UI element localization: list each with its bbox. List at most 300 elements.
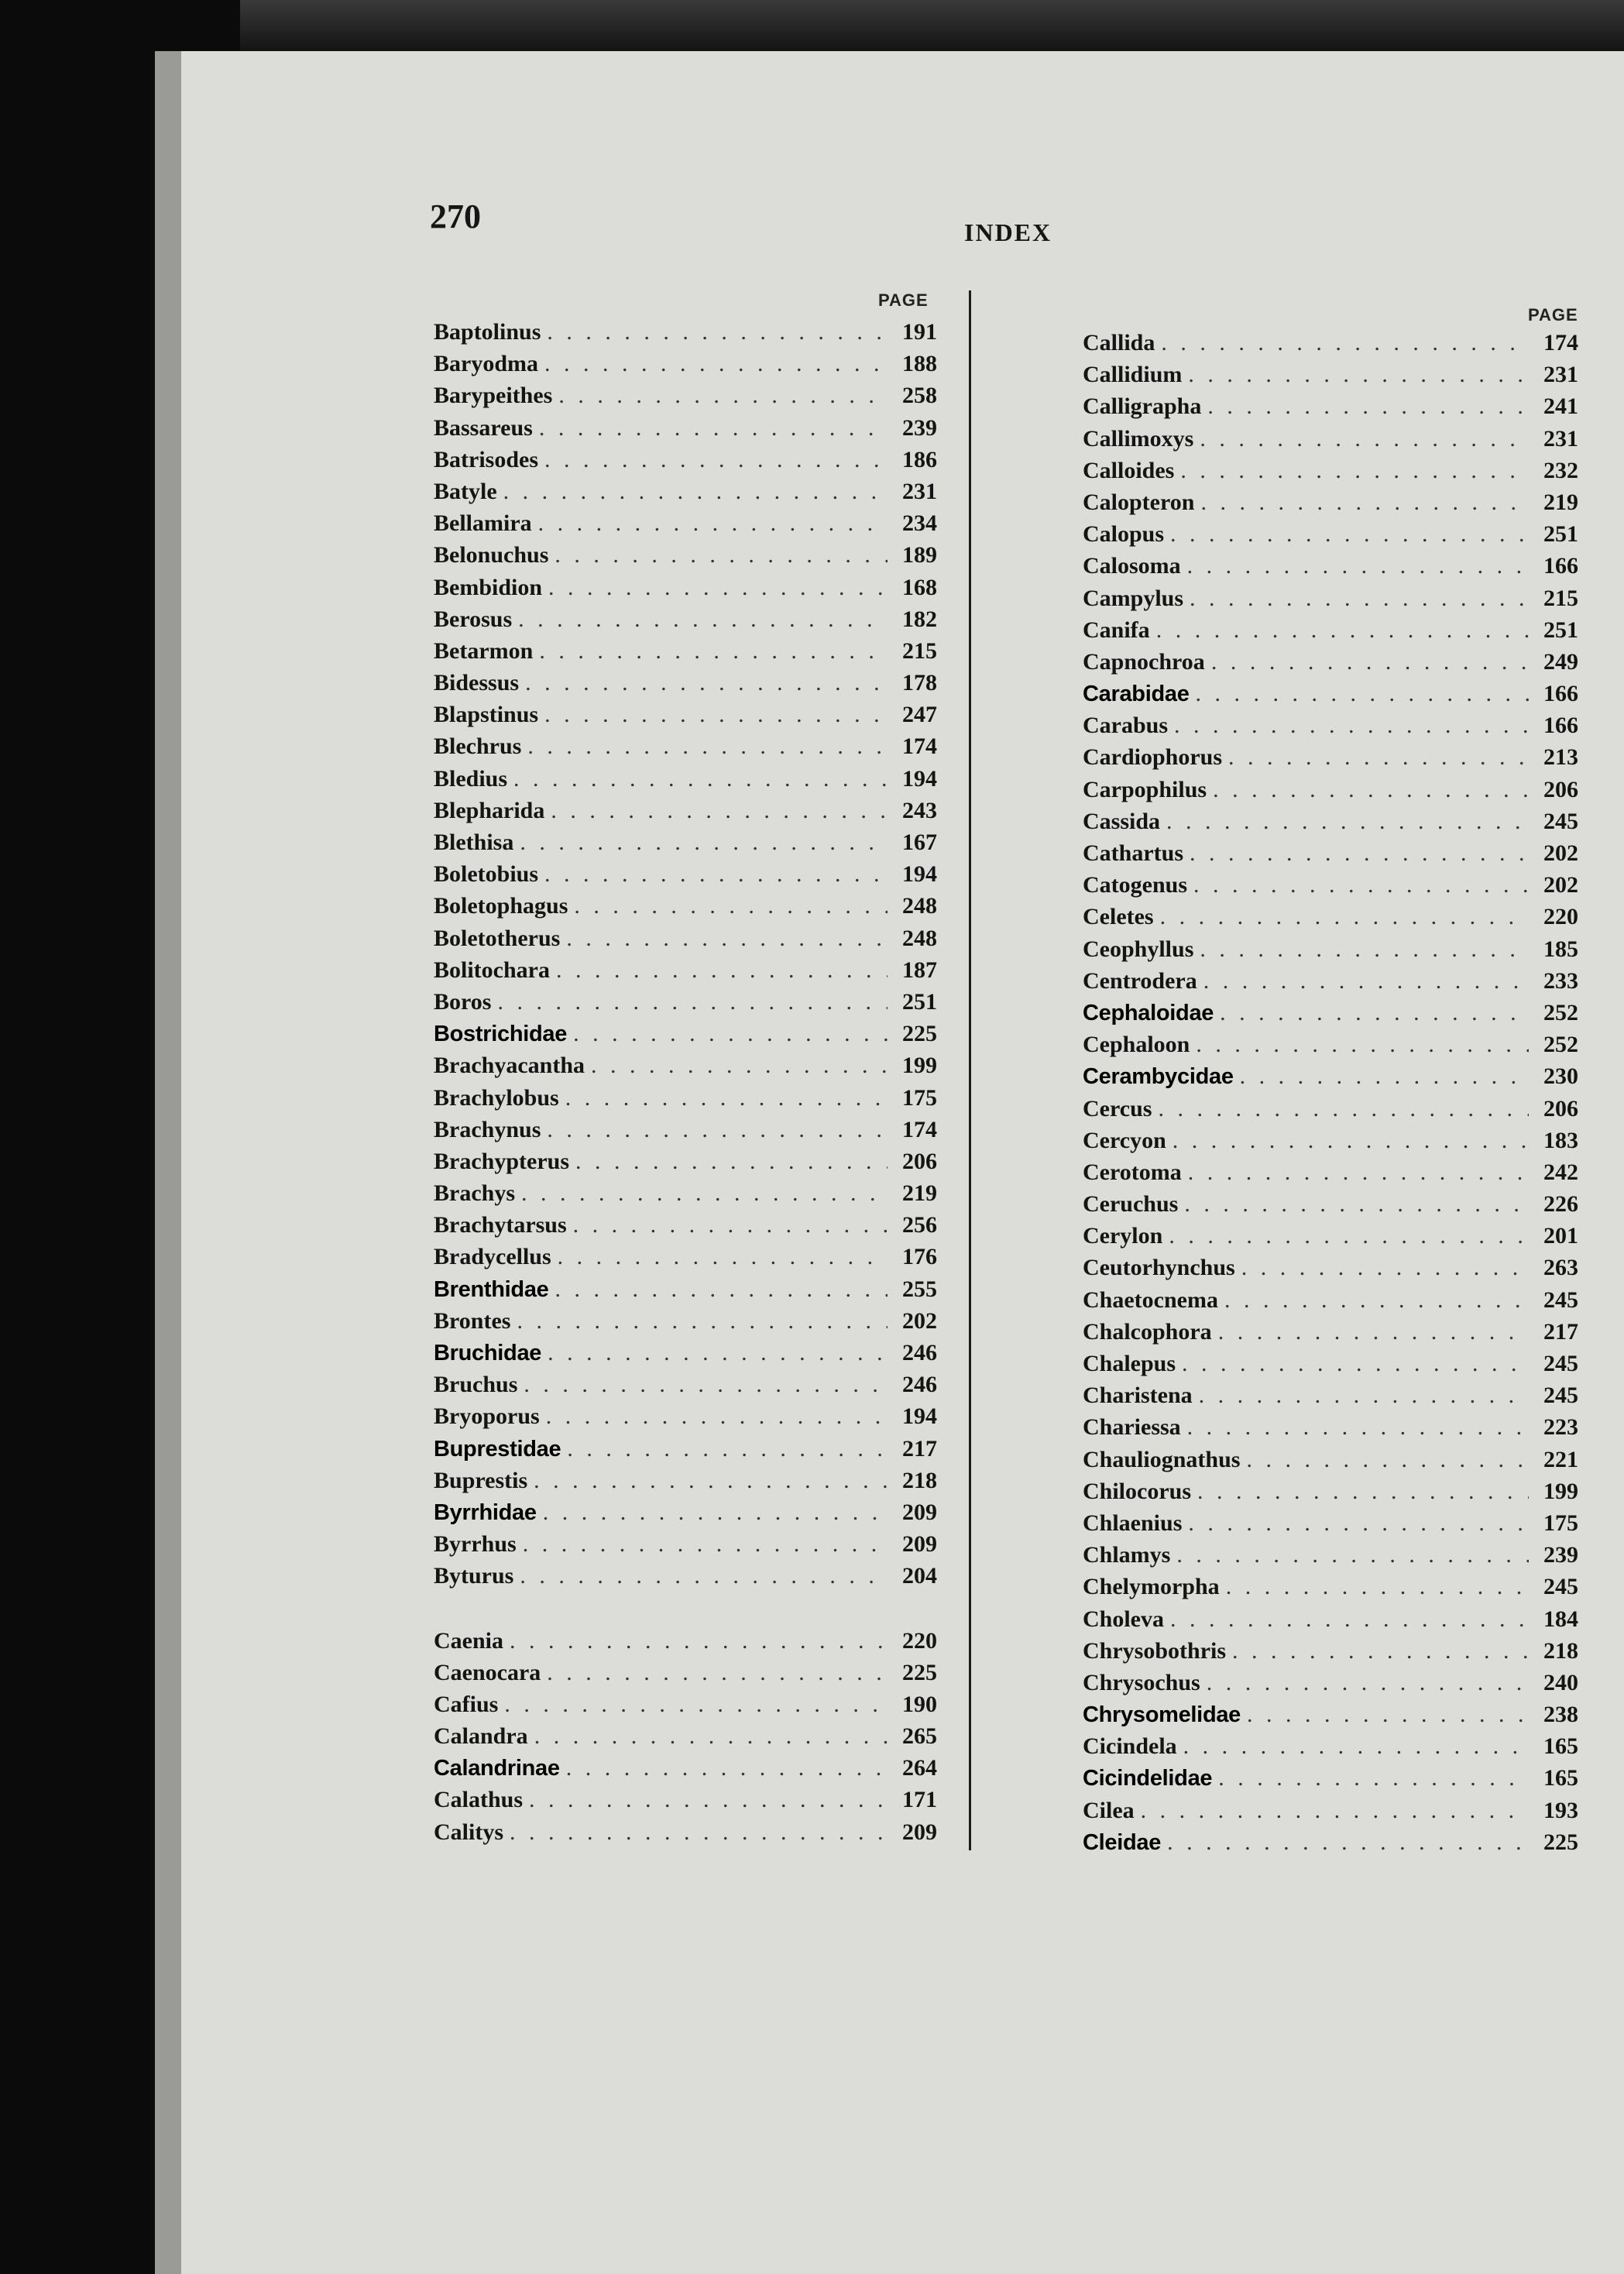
genus-name: Cilea: [1083, 1797, 1135, 1823]
page-reference: 231: [1543, 425, 1578, 452]
genus-name: Caenocara: [434, 1659, 541, 1685]
page-reference: 175: [902, 1084, 937, 1111]
index-entry: [1083, 359, 1578, 390]
page-reference: 230: [1543, 1063, 1578, 1090]
page-reference: 251: [1543, 617, 1578, 643]
dot-leader: [1158, 1093, 1529, 1125]
genus-name: Cercyon: [1083, 1127, 1166, 1153]
dot-leader: [1184, 1188, 1529, 1220]
page-reference: 239: [1543, 1542, 1578, 1568]
genus-name: Carpophilus: [1083, 776, 1207, 802]
index-entry: [434, 858, 937, 890]
index-entry: [434, 1241, 937, 1273]
index-entry: [434, 1720, 937, 1752]
genus-name: Boletotherus: [434, 925, 561, 951]
index-entry: [1083, 774, 1578, 806]
index-entry: [434, 795, 937, 826]
genus-name: Callidium: [1083, 362, 1183, 388]
genus-name: Barypeithes: [434, 383, 553, 409]
dot-leader: [547, 1657, 888, 1688]
index-entry: [434, 1496, 937, 1528]
index-entry: [1083, 741, 1578, 773]
page-reference: 233: [1543, 967, 1578, 994]
dot-leader: [566, 922, 888, 954]
page-column-label-right: PAGE: [1528, 305, 1578, 325]
index-entry: [1083, 709, 1578, 741]
index-entry: [434, 1688, 937, 1720]
page-reference: 217: [1543, 1318, 1578, 1345]
genus-name: Chalcophora: [1083, 1318, 1212, 1345]
genus-name: Cercus: [1083, 1095, 1152, 1122]
index-entry: [1083, 1060, 1578, 1092]
index-entry: [1083, 1475, 1578, 1507]
dot-leader: [1188, 1156, 1529, 1188]
dot-leader: [544, 348, 888, 380]
genus-name: Bradycellus: [434, 1244, 551, 1270]
dot-leader: [566, 1752, 888, 1784]
genus-name: Ceophyllus: [1083, 936, 1194, 962]
dot-leader: [510, 1625, 888, 1657]
genus-name: Cerotoma: [1083, 1159, 1182, 1185]
dot-leader: [1199, 1379, 1529, 1411]
dot-leader: [544, 858, 888, 890]
index-entry: [1083, 1411, 1578, 1443]
page-reference: 182: [902, 606, 937, 632]
dot-leader: [547, 1114, 888, 1146]
dot-leader: [1207, 1667, 1529, 1699]
index-entry: [434, 1400, 937, 1432]
page-reference: 194: [902, 861, 937, 888]
dot-leader: [504, 1688, 888, 1720]
index-entry: [1083, 1826, 1578, 1858]
page-reference: 189: [902, 542, 937, 568]
dot-leader: [547, 316, 888, 348]
index-entry: [1083, 965, 1578, 997]
dot-leader: [1190, 837, 1529, 869]
index-entry: [434, 380, 937, 411]
index-entry: [434, 954, 937, 986]
page-reference: 225: [902, 1659, 937, 1685]
genus-name: Callimoxys: [1083, 425, 1194, 452]
genus-name: Centrodera: [1083, 967, 1197, 994]
dot-leader: [558, 380, 888, 411]
column-divider: [969, 290, 971, 1850]
page-reference: 221: [1543, 1446, 1578, 1472]
scan-top-edge: [240, 0, 1624, 54]
genus-name: Belonuchus: [434, 542, 549, 568]
dot-leader: [503, 476, 888, 507]
index-entry: [434, 1177, 937, 1209]
index-entry: [434, 1752, 937, 1784]
genus-name: Canifa: [1083, 617, 1150, 643]
index-entry: [434, 1816, 937, 1848]
index-entry: [1083, 1571, 1578, 1602]
genus-name: Batyle: [434, 478, 497, 504]
page-reference: 217: [902, 1435, 937, 1462]
page-reference: 183: [1543, 1127, 1578, 1153]
dot-leader: [1200, 423, 1529, 455]
dot-leader: [1180, 455, 1529, 486]
index-entry: [1083, 423, 1578, 455]
page-reference: 218: [902, 1467, 937, 1493]
dot-leader: [1173, 1125, 1529, 1156]
page-reference: 258: [902, 383, 937, 409]
page-reference: 194: [902, 1403, 937, 1430]
dot-leader: [554, 539, 888, 571]
genus-name: Bassareus: [434, 414, 533, 441]
dot-leader: [1160, 901, 1529, 933]
index-entry: [434, 1273, 937, 1305]
dot-leader: [1176, 1539, 1529, 1571]
index-entry: [1083, 518, 1578, 550]
dot-leader: [548, 572, 888, 603]
page-reference: 243: [902, 797, 937, 823]
index-entry: [1083, 1699, 1578, 1730]
genus-name: Callida: [1083, 330, 1155, 356]
index-entry: [434, 316, 937, 348]
genus-name: Calloides: [1083, 457, 1175, 483]
index-entry: [434, 1528, 937, 1560]
dot-leader: [1224, 1284, 1529, 1316]
family-name: Brenthidae: [434, 1276, 549, 1302]
index-entry: [1083, 869, 1578, 901]
dot-leader: [1156, 614, 1529, 646]
genus-name: Cerylon: [1083, 1223, 1163, 1249]
index-entry: [434, 1657, 937, 1688]
dot-leader: [534, 1720, 888, 1752]
page-reference: 245: [1543, 1383, 1578, 1409]
page-reference: 199: [902, 1053, 937, 1079]
page-reference: 238: [1543, 1702, 1578, 1728]
dot-leader: [575, 1146, 888, 1177]
dot-leader: [510, 1816, 888, 1848]
index-entry: [434, 667, 937, 699]
index-entry: [1083, 646, 1578, 678]
family-name: Cicindelidae: [1083, 1766, 1213, 1791]
page-reference: 206: [1543, 1095, 1578, 1122]
dot-leader: [524, 1369, 888, 1400]
page-reference: 166: [1543, 713, 1578, 739]
genus-name: Brachys: [434, 1180, 515, 1207]
dot-leader: [1200, 486, 1529, 518]
family-name: Cleidae: [1083, 1829, 1162, 1855]
dot-leader: [1166, 806, 1529, 837]
dot-leader: [1240, 1060, 1529, 1092]
dot-leader: [1200, 933, 1529, 965]
page-reference: 206: [1543, 776, 1578, 802]
dot-leader: [573, 1209, 888, 1241]
index-entry: [1083, 614, 1578, 646]
dot-leader: [1167, 1826, 1529, 1858]
index-entry: [1083, 1762, 1578, 1794]
dot-leader: [1190, 582, 1529, 614]
page-reference: 246: [902, 1340, 937, 1365]
page-reference: 174: [902, 733, 937, 760]
dot-leader: [538, 507, 888, 539]
dot-leader: [1228, 741, 1529, 773]
genus-name: Ceruchus: [1083, 1191, 1179, 1218]
dot-leader: [573, 1018, 888, 1049]
page-reference: 220: [902, 1627, 937, 1654]
family-name: Chrysomelidae: [1083, 1702, 1241, 1728]
index-entry: [1083, 837, 1578, 869]
dot-leader: [1188, 1507, 1529, 1539]
page-reference: 165: [1543, 1765, 1578, 1791]
page-reference: 209: [902, 1819, 937, 1845]
dot-leader: [554, 1273, 888, 1305]
page-reference: 188: [902, 351, 937, 377]
dot-leader: [1174, 709, 1529, 741]
genus-name: Celetes: [1083, 904, 1154, 930]
genus-name: Calitys: [434, 1819, 503, 1845]
index-entry: [1083, 1603, 1578, 1635]
genus-name: Charistena: [1083, 1383, 1193, 1409]
page-reference: 225: [1543, 1829, 1578, 1855]
index-entry: [1083, 486, 1578, 518]
page-reference: 215: [1543, 585, 1578, 611]
page-reference: 209: [902, 1499, 937, 1525]
page-reference: 226: [1543, 1191, 1578, 1218]
genus-name: Caenia: [434, 1627, 503, 1654]
index-entry: [1083, 1284, 1578, 1316]
genus-name: Chlamys: [1083, 1542, 1171, 1568]
index-entry: [434, 412, 937, 444]
index-entry: [434, 635, 937, 667]
genus-name: Chilocorus: [1083, 1478, 1192, 1504]
genus-name: Capnochroa: [1083, 648, 1205, 675]
index-entry: [434, 730, 937, 762]
page-reference: 194: [902, 765, 937, 792]
page-reference: 245: [1543, 1574, 1578, 1600]
index-entry: [434, 1082, 937, 1114]
dot-leader: [520, 1560, 888, 1592]
index-entry: [434, 603, 937, 635]
page-reference: 263: [1543, 1255, 1578, 1281]
index-entry: [434, 826, 937, 858]
family-name: Bostrichidae: [434, 1022, 568, 1047]
genus-name: Cafius: [434, 1691, 499, 1717]
index-entry: [434, 1784, 937, 1815]
page-reference: 231: [902, 478, 937, 504]
index-entry: [1083, 1539, 1578, 1571]
genus-name: Chariessa: [1083, 1414, 1181, 1441]
page-reference: 171: [902, 1787, 937, 1813]
dot-leader: [1232, 1635, 1529, 1667]
dot-leader: [1182, 1348, 1529, 1379]
genus-name: Baryodma: [434, 351, 538, 377]
index-entry: [1083, 1348, 1578, 1379]
page-reference: 175: [1543, 1510, 1578, 1536]
dot-leader: [565, 1082, 888, 1114]
index-entry: [1083, 1093, 1578, 1125]
page-reference: 167: [902, 830, 937, 855]
index-entry: [1083, 1029, 1578, 1060]
page-reference: 186: [902, 446, 937, 472]
index-entry: [1083, 1795, 1578, 1826]
page-reference: 248: [902, 925, 937, 951]
dot-leader: [1188, 359, 1529, 390]
genus-name: Cathartus: [1083, 840, 1184, 866]
page-reference: 202: [1543, 872, 1578, 898]
dot-leader: [544, 699, 888, 730]
dot-leader: [1246, 1444, 1529, 1475]
page-reference: 252: [1543, 1032, 1578, 1058]
genus-name: Ceutorhynchus: [1083, 1255, 1235, 1281]
genus-name: Blechrus: [434, 733, 522, 760]
page-reference: 165: [1543, 1733, 1578, 1760]
page-column-label-left: PAGE: [878, 290, 929, 310]
genus-name: Blepharida: [434, 797, 545, 823]
page-reference: 187: [902, 957, 937, 983]
page-reference: 201: [1543, 1223, 1578, 1249]
genus-name: Blapstinus: [434, 702, 539, 728]
index-entry: [434, 1433, 937, 1465]
index-entry: [1083, 1220, 1578, 1252]
page-reference: 242: [1543, 1159, 1578, 1185]
genus-name: Calosoma: [1083, 553, 1181, 579]
dot-leader: [556, 954, 888, 986]
dot-leader: [558, 1241, 888, 1273]
genus-name: Batrisodes: [434, 446, 538, 472]
genus-name: Cardiophorus: [1083, 744, 1223, 771]
genus-name: Boletophagus: [434, 893, 568, 919]
dot-leader: [1170, 518, 1529, 550]
index-entry: [1083, 1188, 1578, 1220]
page-reference: 193: [1543, 1797, 1578, 1823]
genus-name: Bembidion: [434, 574, 543, 600]
page-reference: 166: [1543, 553, 1578, 579]
genus-name: Calligrapha: [1083, 393, 1202, 420]
index-entry: [434, 348, 937, 380]
index-entry: [434, 1369, 937, 1400]
index-entry: [434, 572, 937, 603]
page-title: INDEX: [964, 218, 1052, 246]
index-entry: [434, 1625, 937, 1657]
index-entry: [434, 444, 937, 476]
dot-leader: [534, 1465, 888, 1496]
index-entry: [1083, 1379, 1578, 1411]
genus-name: Chrysobothris: [1083, 1637, 1227, 1664]
genus-name: Bruchus: [434, 1372, 518, 1398]
page-reference: 251: [902, 988, 937, 1015]
page-reference: 248: [902, 893, 937, 919]
page-number: 270: [430, 198, 481, 235]
index-entry: [1083, 997, 1578, 1029]
index-entry: [1083, 1730, 1578, 1762]
page-reference: 204: [902, 1563, 937, 1589]
page-reference: 245: [1543, 1351, 1578, 1376]
dot-leader: [517, 1305, 888, 1337]
index-entry: [1083, 327, 1578, 359]
dot-leader: [1141, 1795, 1529, 1826]
dot-leader: [513, 763, 888, 795]
index-entry: [1083, 1444, 1578, 1475]
dot-leader: [544, 444, 888, 476]
dot-leader: [1241, 1252, 1529, 1283]
genus-name: Choleva: [1083, 1606, 1164, 1632]
index-entry: [1083, 550, 1578, 582]
page-reference: 220: [1543, 904, 1578, 930]
dot-leader: [1218, 1316, 1529, 1348]
index-entry: [1083, 933, 1578, 965]
genus-name: Chaetocnema: [1083, 1286, 1218, 1313]
genus-name: Calopteron: [1083, 489, 1195, 515]
dot-leader: [1187, 1411, 1529, 1443]
genus-name: Catogenus: [1083, 872, 1188, 898]
genus-name: Chlaenius: [1083, 1510, 1183, 1536]
genus-name: Brachytarsus: [434, 1212, 567, 1238]
dot-leader: [523, 1528, 888, 1560]
page-reference: 213: [1543, 744, 1578, 771]
dot-leader: [518, 603, 888, 635]
index-entry: [1083, 390, 1578, 422]
genus-name: Bledius: [434, 765, 508, 792]
page-reference: 190: [902, 1691, 937, 1717]
genus-name: Chauliognathus: [1083, 1446, 1241, 1472]
genus-name: Baptolinus: [434, 319, 541, 345]
page-reference: 174: [902, 1116, 937, 1142]
dot-leader: [497, 986, 888, 1018]
index-entry: [1083, 582, 1578, 614]
index-entry: [434, 1018, 937, 1049]
index-entry: [1083, 678, 1578, 709]
index-entry: [434, 986, 937, 1018]
index-entry: [434, 763, 937, 795]
genus-name: Cassida: [1083, 808, 1161, 834]
page-reference: 240: [1543, 1669, 1578, 1695]
index-entry: [1083, 1316, 1578, 1348]
page-reference: 168: [902, 574, 937, 600]
index-entry: [1083, 1667, 1578, 1699]
index-entry: [1083, 901, 1578, 933]
dot-leader: [525, 667, 888, 699]
dot-leader: [1226, 1571, 1529, 1602]
page-reference: 239: [902, 414, 937, 441]
dot-leader: [548, 1337, 888, 1369]
genus-name: Cicindela: [1083, 1733, 1177, 1760]
family-name: Cerambycidae: [1083, 1064, 1234, 1090]
page-reference: 241: [1543, 393, 1578, 420]
genus-name: Calathus: [434, 1787, 524, 1813]
dot-leader: [539, 635, 888, 667]
index-entry: [1083, 806, 1578, 837]
dot-leader: [1218, 1762, 1529, 1794]
genus-name: Bolitochara: [434, 957, 550, 983]
index-entry: [434, 476, 937, 507]
genus-name: Brachynus: [434, 1116, 541, 1142]
dot-leader: [1169, 1220, 1529, 1252]
index-entry: [434, 890, 937, 922]
index-entry: [1083, 1252, 1578, 1283]
family-name: Byrrhidae: [434, 1499, 537, 1525]
page-reference: 256: [902, 1212, 937, 1238]
index-entry: [434, 699, 937, 730]
dot-leader: [551, 795, 888, 826]
genus-name: Carabus: [1083, 713, 1169, 739]
genus-name: Betarmon: [434, 637, 534, 664]
page-reference: 178: [902, 670, 937, 696]
index-entry: [1083, 1125, 1578, 1156]
dot-leader: [591, 1049, 888, 1081]
index-column-left: [434, 316, 937, 1848]
index-entry: [1083, 1507, 1578, 1539]
genus-name: Cephaloon: [1083, 1032, 1190, 1058]
page-reference: 215: [902, 637, 937, 664]
page-reference: 225: [902, 1021, 937, 1047]
index-entry: [434, 1146, 937, 1177]
index-entry: [434, 1049, 937, 1081]
dot-leader: [1207, 390, 1529, 422]
